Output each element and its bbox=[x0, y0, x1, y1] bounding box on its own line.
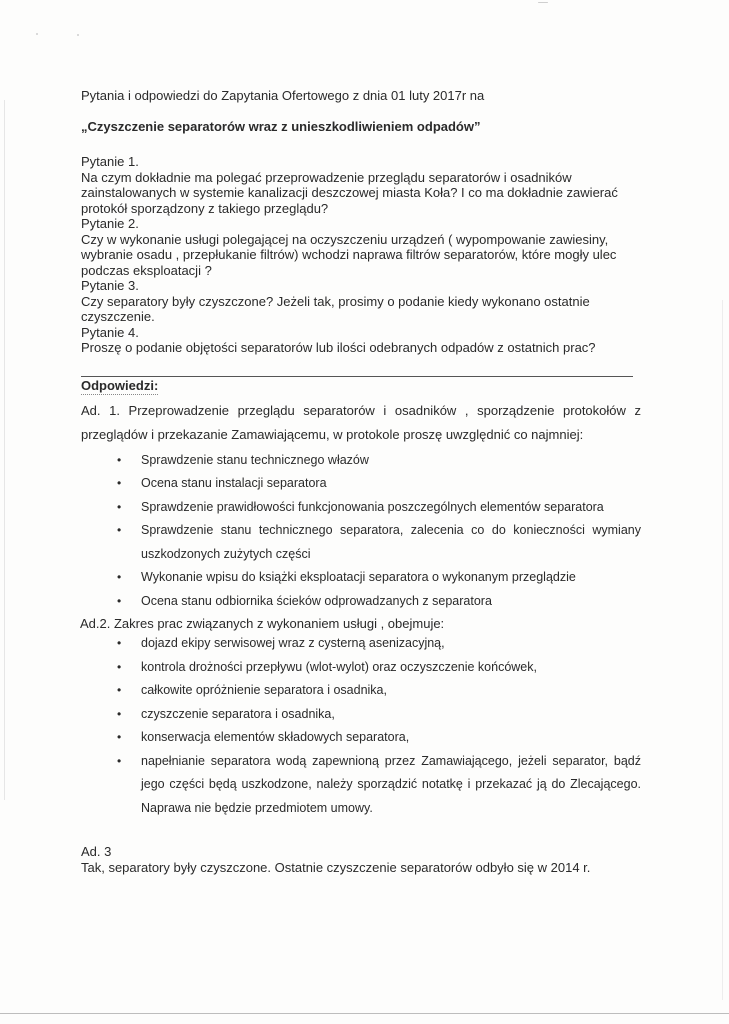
answer-1-list bbox=[81, 449, 641, 614]
questions-section bbox=[81, 154, 641, 356]
section-divider bbox=[81, 376, 633, 377]
list-item: • Ocena stanu odbiornika ścieków odprowadzanych z separatora bbox=[81, 590, 641, 614]
list-item: • Ocena stanu instalacji separatora bbox=[81, 472, 641, 496]
list-item: • Wykonanie wpisu do książki eksploatacji separatora o wykonanym przeglądzie bbox=[81, 566, 641, 590]
answer-2-intro bbox=[81, 615, 641, 632]
question-text: Czy w wykonanie usługi polegającej na oczyszczeniu urządzeń ( wypompowanie zawiesiny, wybranie osadu , przepłukanie filtrów) wchodzi naprawa filtrów separatorów, które mogły ulec podczas eksploatacji ? bbox=[81, 231, 617, 278]
scan-speck bbox=[538, 2, 548, 3]
list-item: • całkowite opróżnienie separatora i osadnika, bbox=[81, 679, 641, 703]
answer-2-label: Ad.2. bbox=[80, 616, 111, 631]
scan-speck bbox=[77, 34, 79, 36]
list-item: • napełnianie separatora wodą zapewnioną przez Zamawiającego, jeżeli separator, bądź jego części będą uszkodzone, należy sporządzić notatkę i przekazać ją do Zlecającego. Naprawa nie będzie przedmiotem umowy. bbox=[81, 750, 641, 821]
answer-3 bbox=[81, 844, 641, 876]
scan-speck bbox=[36, 33, 38, 35]
answer-3-text: Tak, separatory były czyszczone. Ostatnie czyszczenie separatorów odbyło się w 2014 r. bbox=[81, 860, 591, 875]
scan-edge-shadow bbox=[4, 100, 5, 800]
list-item: • konserwacja elementów składowych separatora, bbox=[81, 726, 641, 750]
answer-2-list bbox=[81, 632, 641, 820]
list-item: • dojazd ekipy serwisowej wraz z cysterną asenizacyjną, bbox=[81, 632, 641, 656]
scan-edge-shadow bbox=[722, 300, 723, 1000]
question-label: Pytanie 3. bbox=[81, 278, 139, 293]
question-text: Na czym dokładnie ma polegać przeprowadzenie przeglądu separatorów i osadników zainstalowanych w systemie kanalizacji deszczowej miasta Koła? I co ma dokładnie zawierać protokół sporządzony z takiego przeglądu? bbox=[81, 169, 618, 216]
answers-heading: Odpowiedzi: bbox=[81, 377, 159, 393]
list-item: • Sprawdzenie stanu technicznego separatora, zalecenia co do konieczności wymiany uszkodzonych zużytych części bbox=[81, 519, 641, 566]
answer-1 bbox=[81, 399, 641, 614]
list-item: • kontrola drożności przepływu (wlot-wylot) oraz oczyszczenie końcówek, bbox=[81, 656, 641, 680]
intro-line: Pytania i odpowiedzi do Zapytania Ofertowego z dnia 01 luty 2017r na bbox=[81, 88, 485, 103]
document-body bbox=[81, 88, 641, 876]
answer-1-intro: Ad. 1. Przeprowadzenie przeglądu separatorów i osadników , sporządzenie protokołów z przeglądów i przekazanie Zamawiającemu, w protokole proszę uwzględnić co najmniej: bbox=[81, 402, 641, 442]
list-item: • czyszczenie separatora i osadnika, bbox=[81, 703, 641, 727]
scan-bottom-edge bbox=[0, 1013, 729, 1014]
list-item: • Sprawdzenie stanu technicznego włazów bbox=[81, 449, 641, 473]
list-item: • Sprawdzenie prawidłowości funkcjonowania poszczególnych elementów separatora bbox=[81, 496, 641, 520]
question-text: Proszę o podanie objętości separatorów lub ilości odebranych odpadów z ostatnich prac? bbox=[81, 340, 596, 355]
answer-2-intro-text: Zakres prac związanych z wykonaniem usługi , obejmuje: bbox=[110, 616, 445, 631]
question-label: Pytanie 4. bbox=[81, 324, 139, 340]
question-label: Pytanie 2. bbox=[81, 216, 139, 231]
question-label: Pytanie 1. bbox=[81, 154, 139, 169]
answer-2 bbox=[81, 615, 641, 820]
answer-3-label: Ad. 3 bbox=[81, 844, 112, 859]
subject-title: „Czyszczenie separatorów wraz z unieszkodliwieniem odpadów” bbox=[81, 118, 481, 134]
question-text: Czy separatory były czyszczone? Jeżeli tak, prosimy o podanie kiedy wykonano ostatnie czyszczenie. bbox=[81, 293, 590, 324]
